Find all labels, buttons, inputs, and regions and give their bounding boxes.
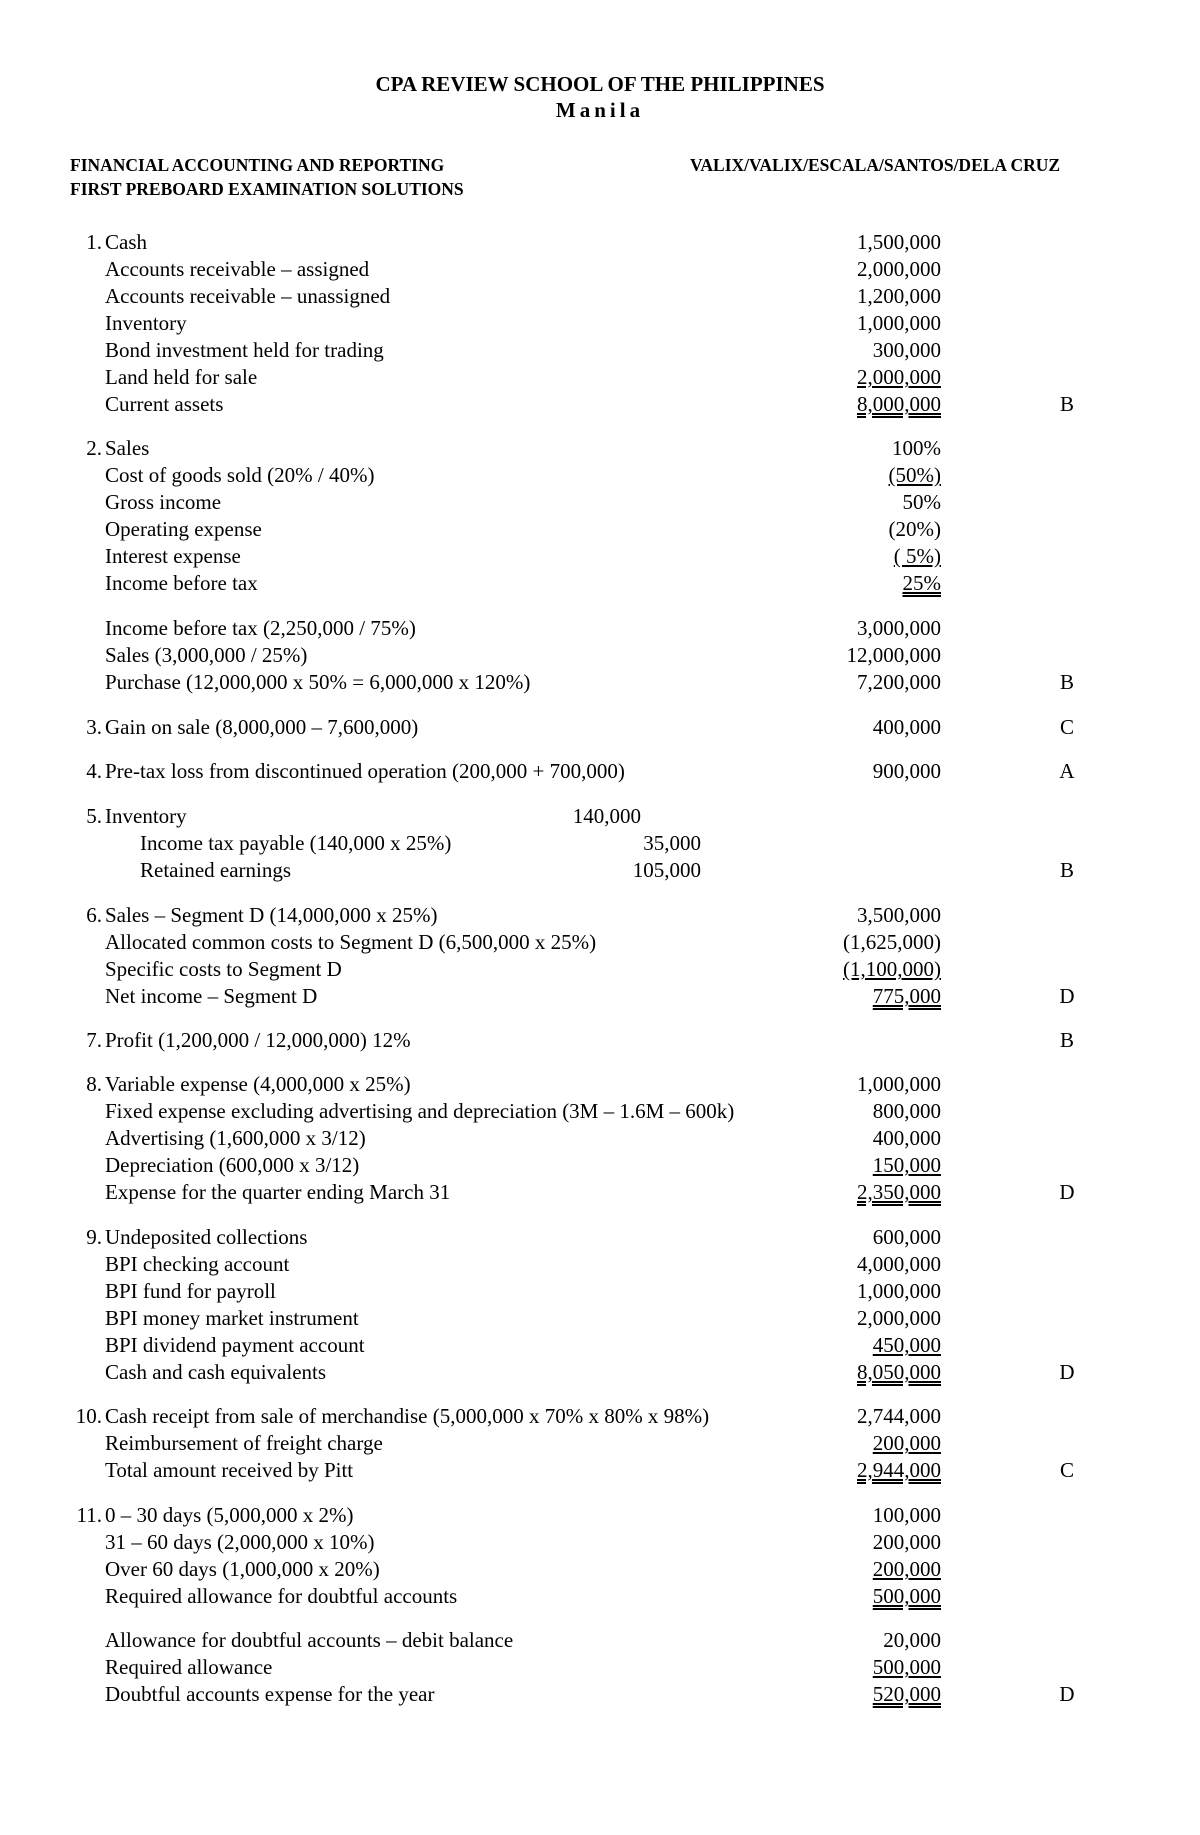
answer-letter: A: [1059, 759, 1075, 783]
item-amount: 450,000: [872, 1333, 941, 1357]
item-label: 31 – 60 days (2,000,000 x 10%): [105, 1530, 375, 1554]
answer-letter: C: [1059, 1458, 1074, 1482]
list-item: [0, 615, 1200, 641]
item-label: 0 – 30 days (5,000,000 x 2%): [105, 1503, 354, 1527]
list-item: [0, 256, 1200, 282]
item-label: Income before tax (2,250,000 / 75%): [105, 616, 416, 640]
item-label: BPI dividend payment account: [105, 1333, 365, 1357]
item-amount: (1,625,000): [843, 930, 941, 954]
item-label: Gross income: [105, 490, 222, 514]
authors: VALIX/VALIX/ESCALA/SANTOS/DELA CRUZ: [690, 155, 1061, 175]
item-amount: 4,000,000: [857, 1252, 941, 1276]
item-amount: 500,000: [872, 1584, 941, 1608]
item-amount: 2,350,000: [857, 1180, 941, 1204]
item-amount: 105,000: [632, 858, 701, 882]
list-item: [0, 229, 1200, 255]
list-item: [0, 669, 1200, 695]
item-amount: 35,000: [643, 831, 701, 855]
list-item: [0, 283, 1200, 309]
item-label: BPI money market instrument: [105, 1306, 359, 1330]
item-label: Pre-tax loss from discontinued operation (200,000 + 700,000): [105, 759, 625, 783]
item-label: Allocated common costs to Segment D (6,500,000 x 25%): [105, 930, 597, 954]
list-item: [0, 1332, 1200, 1358]
item-label: Retained earnings: [140, 858, 292, 882]
item-label: Income before tax: [105, 571, 258, 595]
item-amount: 100%: [892, 436, 941, 460]
item-label: Interest expense: [105, 544, 241, 568]
item-label: Doubtful accounts expense for the year: [105, 1682, 435, 1706]
item-amount: 2,000,000: [857, 1306, 941, 1330]
item-amount: 300,000: [872, 338, 941, 362]
list-item: [0, 310, 1200, 336]
item-amount: 200,000: [872, 1530, 941, 1554]
item-number: 2.: [86, 436, 102, 460]
item-label: Allowance for doubtful accounts – debit balance: [105, 1628, 514, 1652]
item-amount: 600,000: [872, 1225, 941, 1249]
item-label: Total amount received by Pitt: [105, 1458, 354, 1482]
item-label: Required allowance: [105, 1655, 273, 1679]
list-item: [0, 642, 1200, 668]
item-amount: 200,000: [872, 1431, 941, 1455]
list-item: [0, 570, 1200, 596]
item-label: Advertising (1,600,000 x 3/12): [105, 1126, 366, 1150]
item-amount: 140,000: [572, 804, 641, 828]
item-amount: 1,000,000: [857, 1072, 941, 1096]
list-item: [0, 543, 1200, 569]
list-item: [0, 830, 1200, 856]
item-amount: 775,000: [872, 984, 941, 1008]
list-item: [0, 337, 1200, 363]
list-item: [0, 364, 1200, 390]
list-item: [0, 1098, 1200, 1124]
item-label: Fixed expense excluding advertising and depreciation (3M – 1.6M – 600k): [105, 1099, 735, 1123]
list-item: [0, 1224, 1200, 1250]
item-amount: 8,050,000: [857, 1360, 941, 1384]
list-item: [0, 1556, 1200, 1582]
item-label: Sales – Segment D (14,000,000 x 25%): [105, 903, 438, 927]
list-item: [0, 803, 1200, 829]
answer-letter: D: [1059, 984, 1075, 1008]
item-label: Sales (3,000,000 / 25%): [105, 643, 308, 667]
list-item: [0, 1179, 1200, 1205]
item-label: Reimbursement of freight charge: [105, 1431, 383, 1455]
list-item: [0, 983, 1200, 1009]
item-amount: 400,000: [872, 715, 941, 739]
item-label: Required allowance for doubtful accounts: [105, 1584, 458, 1608]
item-amount: (50%): [888, 463, 941, 487]
item-label: Depreciation (600,000 x 3/12): [105, 1153, 360, 1177]
item-label: Bond investment held for trading: [105, 338, 384, 362]
item-label: Undeposited collections: [105, 1225, 308, 1249]
school-title: CPA REVIEW SCHOOL OF THE PHILIPPINES: [375, 72, 825, 96]
list-item: [0, 1654, 1200, 1680]
list-item: [0, 1583, 1200, 1609]
item-amount: 3,500,000: [857, 903, 941, 927]
item-number: 11.: [76, 1503, 102, 1527]
item-amount: 20,000: [883, 1628, 941, 1652]
item-number: 9.: [86, 1225, 102, 1249]
exam-title: FIRST PREBOARD EXAMINATION SOLUTIONS: [70, 179, 464, 199]
list-item: [0, 956, 1200, 982]
list-item: [0, 1457, 1200, 1483]
item-label: Variable expense (4,000,000 x 25%): [105, 1072, 411, 1096]
item-amount: 12,000,000: [846, 643, 941, 667]
list-item: [0, 391, 1200, 417]
list-item: [0, 1627, 1200, 1653]
item-label: Profit (1,200,000 / 12,000,000) 12%: [105, 1028, 411, 1052]
list-item: [0, 1529, 1200, 1555]
item-label: Cash receipt from sale of merchandise (5,000,000 x 70% x 80% x 98%): [105, 1404, 710, 1428]
item-amount: 2,000,000: [857, 365, 941, 389]
item-amount: 1,200,000: [857, 284, 941, 308]
item-amount: 2,000,000: [857, 257, 941, 281]
item-amount: 200,000: [872, 1557, 941, 1581]
list-item: [0, 1152, 1200, 1178]
list-item: [0, 516, 1200, 542]
item-label: Sales: [105, 436, 150, 460]
item-amount: 2,944,000: [857, 1458, 941, 1482]
list-item: [0, 714, 1200, 740]
item-label: Net income – Segment D: [105, 984, 318, 1008]
subject-title: FINANCIAL ACCOUNTING AND REPORTING: [70, 155, 445, 175]
item-label: Operating expense: [105, 517, 262, 541]
answer-letter: B: [1059, 392, 1074, 416]
item-amount: 1,000,000: [857, 311, 941, 335]
list-item: [0, 1430, 1200, 1456]
list-item: [0, 758, 1200, 784]
list-item: [0, 1403, 1200, 1429]
item-label: Expense for the quarter ending March 31: [105, 1180, 451, 1204]
answer-letter: B: [1059, 1028, 1074, 1052]
item-number: 4.: [86, 759, 102, 783]
item-amount: 25%: [902, 571, 941, 595]
item-amount: 100,000: [872, 1503, 941, 1527]
item-label: Inventory: [105, 804, 187, 828]
city-title: Manila: [555, 98, 645, 122]
item-label: Accounts receivable – unassigned: [105, 284, 391, 308]
list-item: [0, 1681, 1200, 1707]
item-label: Over 60 days (1,000,000 x 20%): [105, 1557, 380, 1581]
item-amount: ( 5%): [893, 544, 941, 568]
item-label: Gain on sale (8,000,000 – 7,600,000): [105, 715, 419, 739]
item-amount: 900,000: [872, 759, 941, 783]
item-label: BPI checking account: [105, 1252, 290, 1276]
item-amount: 150,000: [872, 1153, 941, 1177]
item-number: 6.: [86, 903, 102, 927]
list-item: [0, 857, 1200, 883]
item-label: Cash: [105, 230, 147, 254]
item-amount: 800,000: [872, 1099, 941, 1123]
answer-letter: D: [1059, 1682, 1075, 1706]
list-item: [0, 1027, 1200, 1053]
list-item: [0, 462, 1200, 488]
item-label: Income tax payable (140,000 x 25%): [140, 831, 452, 855]
item-number: 5.: [86, 804, 102, 828]
item-amount: 1,500,000: [857, 230, 941, 254]
list-item: [0, 1071, 1200, 1097]
item-amount: 1,000,000: [857, 1279, 941, 1303]
item-amount: 520,000: [872, 1682, 941, 1706]
answer-letter: B: [1059, 670, 1074, 694]
list-item: [0, 1278, 1200, 1304]
item-amount: 50%: [902, 490, 941, 514]
item-label: Current assets: [105, 392, 224, 416]
item-number: 10.: [75, 1404, 102, 1428]
answer-letter: C: [1059, 715, 1074, 739]
item-label: Land held for sale: [105, 365, 258, 389]
item-amount: 8,000,000: [857, 392, 941, 416]
list-item: [0, 1359, 1200, 1385]
item-label: Purchase (12,000,000 x 50% = 6,000,000 x 120%): [105, 670, 531, 694]
item-amount: 500,000: [872, 1655, 941, 1679]
item-label: Specific costs to Segment D: [105, 957, 342, 981]
list-item: [0, 1502, 1200, 1528]
item-amount: 2,744,000: [857, 1404, 941, 1428]
item-amount: 7,200,000: [857, 670, 941, 694]
list-item: [0, 435, 1200, 461]
list-item: [0, 489, 1200, 515]
answer-letter: D: [1059, 1360, 1075, 1384]
item-number: 7.: [86, 1028, 102, 1052]
answer-letter: D: [1059, 1180, 1075, 1204]
list-item: [0, 1125, 1200, 1151]
list-item: [0, 902, 1200, 928]
item-number: 3.: [86, 715, 102, 739]
item-label: Cost of goods sold (20% / 40%): [105, 463, 375, 487]
list-item: [0, 1251, 1200, 1277]
item-label: Inventory: [105, 311, 187, 335]
item-label: Accounts receivable – assigned: [105, 257, 370, 281]
item-amount: 400,000: [872, 1126, 941, 1150]
item-amount: (20%): [888, 517, 941, 541]
list-item: [0, 929, 1200, 955]
item-number: 1.: [86, 230, 102, 254]
list-item: [0, 1305, 1200, 1331]
answer-letter: B: [1059, 858, 1074, 882]
item-amount: 3,000,000: [857, 616, 941, 640]
item-amount: (1,100,000): [843, 957, 941, 981]
item-label: BPI fund for payroll: [105, 1279, 276, 1303]
item-number: 8.: [86, 1072, 102, 1096]
item-label: Cash and cash equivalents: [105, 1360, 327, 1384]
